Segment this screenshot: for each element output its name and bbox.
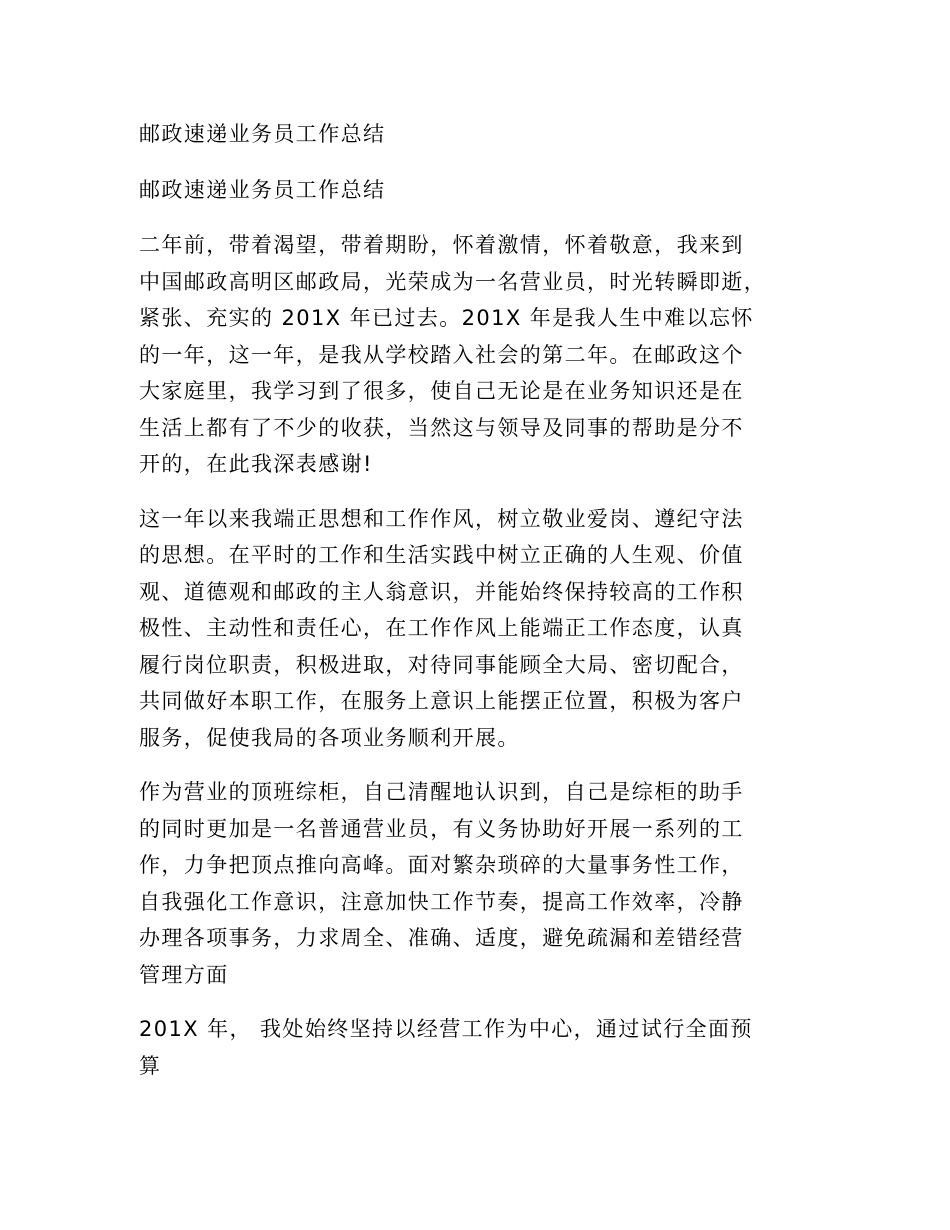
paragraph-line: 办理各项事务，力求周全、准确、适度，避免疏漏和差错经营 xyxy=(139,926,744,950)
paragraph-2 xyxy=(139,501,819,757)
paragraph-line: 二年前，带着渴望，带着期盼，怀着激情，怀着敬意，我来到 xyxy=(139,233,744,257)
paragraph-line: 作，力争把顶点推向高峰。面对繁杂琐碎的大量事务性工作， xyxy=(139,853,744,877)
paragraph-line: 作为营业的顶班综柜，自己清醒地认识到，自己是综柜的助手 xyxy=(139,780,744,804)
paragraph-line: 观、道德观和邮政的主人翁意识，并能始终保持较高的工作积 xyxy=(139,579,744,604)
paragraph-line: 算 xyxy=(139,1053,162,1078)
document-subtitle: 邮政速递业务员工作总结 xyxy=(139,177,386,202)
paragraph-line: 履行岗位职责，积极进取，对待同事能顾全大局、密切配合， xyxy=(139,652,744,677)
paragraph-line: 的同时更加是一名普通营业员，有义务协助好开展一系列的工 xyxy=(139,816,744,841)
document-title: 邮政速递业务员工作总结 xyxy=(139,122,386,146)
paragraph-4 xyxy=(139,1011,819,1084)
paragraph-line: 的思想。在平时的工作和生活实践中树立正确的人生观、价值 xyxy=(139,543,744,567)
paragraph-line: 服务，促使我局的各项业务顺利开展。 xyxy=(139,725,520,750)
paragraph-line: 201X 年， 我处始终坚持以经营工作为中心，通过试行全面预 xyxy=(139,1017,753,1041)
paragraph-3 xyxy=(139,774,819,993)
paragraph-line: 开的，在此我深表感谢! xyxy=(139,452,373,476)
paragraph-line: 共同做好本职工作，在服务上意识上能摆正位置，积极为客户 xyxy=(139,689,744,713)
paragraph-line: 生活上都有了不少的收获，当然这与领导及同事的帮助是分不 xyxy=(139,415,744,440)
paragraph-line: 的一年，这一年，是我从学校踏入社会的第二年。在邮政这个 xyxy=(139,342,744,367)
document-body xyxy=(139,116,819,1102)
paragraph-line: 管理方面 xyxy=(139,962,229,987)
paragraph-line: 这一年以来我端正思想和工作作风，树立敬业爱岗、遵纪守法 xyxy=(139,506,744,531)
paragraph-line: 大家庭里，我学习到了很多，使自己无论是在业务知识还是在 xyxy=(139,379,744,403)
paragraph-line: 自我强化工作意识，注意加快工作节奏，提高工作效率，冷静 xyxy=(139,889,744,914)
paragraph-line: 极性、主动性和责任心，在工作作风上能端正工作态度，认真 xyxy=(139,616,744,640)
paragraph-1 xyxy=(139,227,819,483)
paragraph-line: 中国邮政高明区邮政局，光荣成为一名营业员，时光转瞬即逝， xyxy=(139,269,767,294)
paragraph-line: 紧张、充实的 201X 年已过去。201X 年是我人生中难以忘怀 xyxy=(139,306,754,330)
